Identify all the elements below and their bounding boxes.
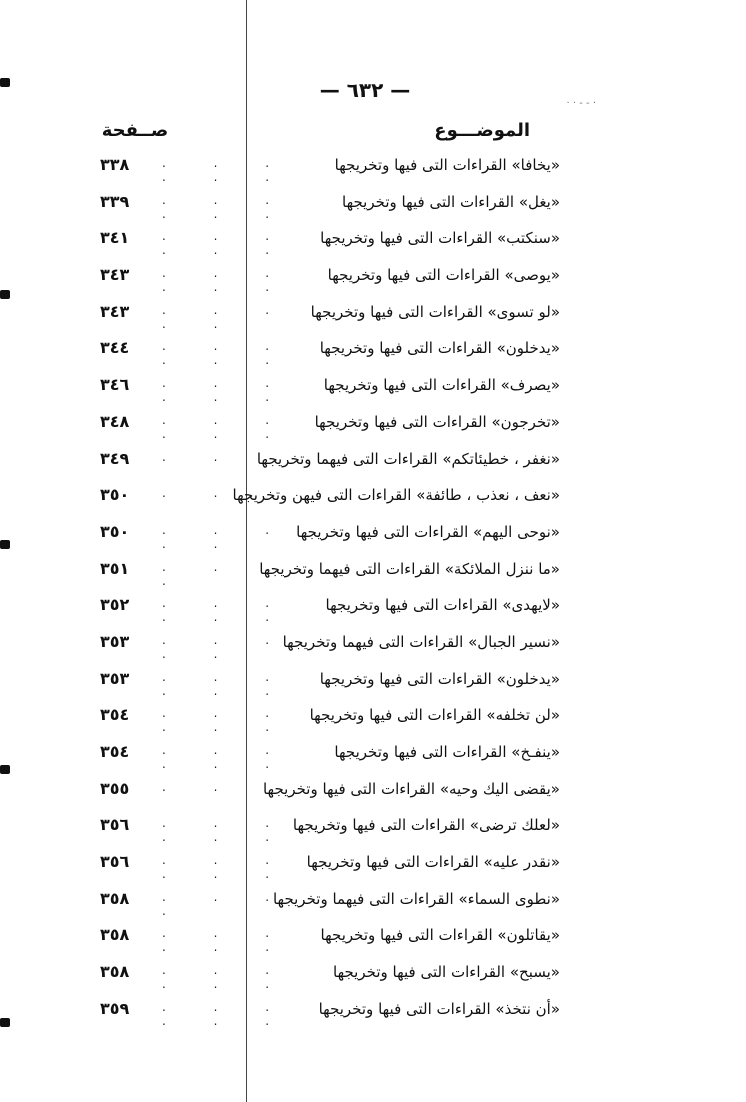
- toc-page: ٣٥٠: [100, 485, 130, 505]
- leader-dots: . . . . . .: [162, 853, 292, 882]
- toc-topic: «يدخلون» القراءات التى فيها وتخريجها: [319, 339, 560, 358]
- leader-dots: . .: [162, 486, 240, 501]
- leader-dots: . . . . . .: [162, 376, 292, 405]
- toc-row: [90, 698, 560, 735]
- toc-topic: «لن تخلفه» القراءات التى فيها وتخريجها: [309, 706, 560, 725]
- toc-row: [90, 625, 560, 662]
- toc-page: ٣٥٨: [100, 925, 130, 945]
- toc-page: ٣٥٣: [100, 631, 130, 651]
- toc-topic: «نغفر ، خطيئاتكم» القراءات التى فيهما وتخريجها: [256, 449, 560, 468]
- toc-row: [90, 772, 560, 809]
- toc-row: [90, 955, 560, 992]
- toc-topic: «يغل» القراءات التى فيها وتخريجها: [342, 192, 560, 211]
- toc-page: ٣٤١: [100, 228, 130, 248]
- toc-row: [90, 662, 560, 699]
- leader-dots: . . . . . .: [162, 229, 292, 258]
- toc-topic: «لو تسوى» القراءات التى فيها وتخريجها: [310, 302, 560, 321]
- toc-row: [90, 882, 560, 919]
- leader-dots: . . . . . .: [162, 816, 292, 845]
- leader-dots: . . . . . .: [162, 192, 292, 221]
- toc-page: ٣٥٦: [100, 852, 130, 872]
- column-header-page: صــفحة: [101, 120, 169, 141]
- binding-mark: [0, 290, 10, 299]
- toc-page: ٣٥٤: [100, 705, 130, 725]
- toc-page: ٣٥٦: [100, 815, 130, 835]
- toc-topic: «نطوى السماء» القراءات التى فيهما وتخريجها: [272, 889, 560, 908]
- toc-topic: «نعف ، نعذب ، طائفة» القراءات التى فيهن وتخريجها: [232, 486, 560, 505]
- toc-topic: «يوصى» القراءات التى فيها وتخريجها: [327, 266, 560, 285]
- toc-topic: «ينفـخ» القراءات التى فيها وتخريجها: [334, 743, 560, 761]
- toc-row: [90, 258, 560, 295]
- leader-dots: . . . . . .: [162, 339, 292, 368]
- toc-page: ٣٥٨: [100, 888, 130, 908]
- leader-dots: . . . . .: [162, 632, 292, 661]
- toc-page: ٣٣٨: [100, 155, 130, 174]
- binding-mark: [0, 540, 10, 549]
- toc-topic: «يدخلون» القراءات التى فيها وتخريجها: [319, 669, 560, 688]
- leader-dots: . . . . . .: [162, 963, 292, 992]
- binding-mark: [0, 765, 10, 774]
- toc-topic: «نسير الجبال» القراءات التى فيهما وتخريجها: [282, 632, 560, 651]
- toc-page: ٣٥٤: [100, 742, 130, 761]
- toc-row: [90, 515, 560, 552]
- leader-dots: . . . . . .: [162, 999, 292, 1028]
- toc-row: [90, 148, 560, 185]
- toc-topic: «نوحى اليهم» القراءات التى فيها وتخريجها: [296, 522, 560, 541]
- toc-topic: «لعلك ترضى» القراءات التى فيها وتخريجها: [292, 816, 560, 835]
- toc-row: [90, 442, 560, 479]
- toc-page: ٣٤٣: [100, 301, 130, 321]
- toc-topic: «أن نتخذ» القراءات التى فيها وتخريجها: [318, 999, 560, 1018]
- toc-page: ٣٥٨: [100, 962, 130, 982]
- toc-page: ٣٥٣: [100, 668, 130, 688]
- toc-topic: «تخرجون» القراءات التى فيها وتخريجها: [314, 412, 560, 431]
- toc-topic: «يخافا» القراءات التى فيها وتخريجها: [334, 156, 560, 174]
- leader-dots: . . . . . .: [162, 706, 292, 735]
- toc-topic: «يسبح» القراءات التى فيها وتخريجها: [333, 963, 560, 982]
- toc-row: [90, 735, 560, 772]
- toc-row: [90, 552, 560, 589]
- toc-topic: «سنكتب» القراءات التى فيها وتخريجها: [320, 229, 560, 248]
- leader-dots: . . . . . .: [162, 926, 292, 955]
- toc-topic: «ما ننزل الملائكة» القراءات التى فيهما وتخريجها: [259, 559, 560, 578]
- leader-dots: . . . .: [162, 559, 292, 588]
- toc-row: [90, 295, 560, 332]
- toc-topic: «يصرف» القراءات التى فيها وتخريجها: [323, 376, 560, 395]
- leader-dots: . . . . . .: [162, 669, 292, 698]
- leader-dots: . . . . .: [162, 302, 292, 331]
- toc-row: [90, 478, 560, 515]
- leader-dots: . . . . .: [162, 522, 292, 551]
- toc-page: ٣٤٩: [100, 448, 130, 468]
- toc-row: [90, 331, 560, 368]
- leader-dots: . . . . . .: [162, 266, 292, 295]
- leader-dots: . . . . . .: [162, 596, 292, 625]
- toc-row: [90, 185, 560, 222]
- leader-dots: . . . . . .: [162, 743, 292, 771]
- leader-dots: . .: [162, 449, 240, 464]
- toc-row: [90, 405, 560, 442]
- binding-mark: [0, 78, 10, 87]
- binding-mark: [0, 1018, 10, 1027]
- leader-dots: . . . . . .: [162, 412, 292, 441]
- toc-row: [90, 845, 560, 882]
- toc-topic: «يقضى اليك وحيه» القراءات التى فيها وتخريجها: [262, 779, 560, 798]
- column-header-topic: الموضـــوع: [434, 120, 530, 141]
- toc-topic: «نقدر عليه» القراءات التى فيها وتخريجها: [306, 853, 560, 872]
- toc-page: ٣٤٦: [100, 375, 130, 395]
- toc-topic: «يقاتلون» القراءات التى فيها وتخريجها: [320, 926, 560, 945]
- toc-page: ٣٥١: [100, 558, 130, 578]
- page-number: — ٦٣٢ —: [319, 78, 411, 102]
- table-of-contents: [90, 148, 560, 1029]
- toc-page: ٣٥٠: [100, 521, 130, 541]
- scan-speck: · · ‐ ‐ ·: [566, 98, 596, 109]
- toc-page: ٣٥٥: [100, 778, 130, 798]
- leader-dots: . . . .: [162, 889, 292, 918]
- toc-row: [90, 221, 560, 258]
- toc-page: ٣٤٤: [100, 338, 130, 358]
- toc-row: [90, 992, 560, 1029]
- toc-page: ٣٥٩: [100, 998, 130, 1018]
- toc-row: [90, 808, 560, 845]
- leader-dots: . .: [162, 779, 240, 794]
- toc-page: ٣٤٨: [100, 411, 130, 431]
- toc-page: ٣٣٩: [100, 191, 130, 211]
- toc-page: ٣٥٢: [100, 595, 130, 615]
- toc-topic: «لايهدى» القراءات التى فيها وتخريجها: [325, 596, 560, 615]
- leader-dots: . . . . . .: [162, 156, 292, 184]
- toc-row: [90, 588, 560, 625]
- toc-page: ٣٤٣: [100, 265, 130, 285]
- toc-row: [90, 368, 560, 405]
- toc-row: [90, 918, 560, 955]
